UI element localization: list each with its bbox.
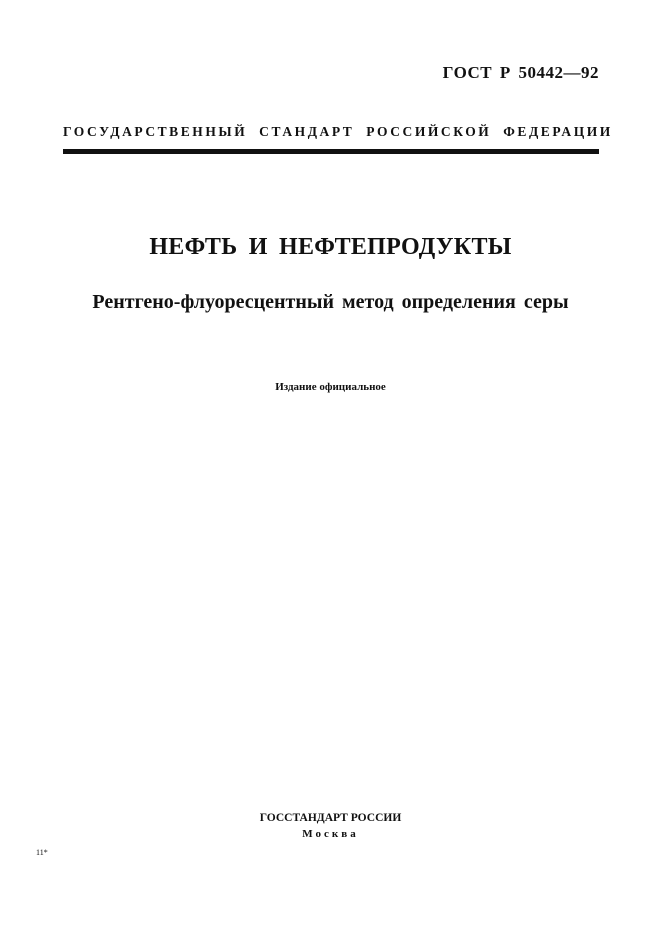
page-subtitle: Рентгено-флуоресцентный метод определения серы	[92, 291, 569, 313]
state-standard-banner: ГОСУДАРСТВЕННЫЙ СТАНДАРТ РОССИЙСКОЙ ФЕДЕРАЦИИ	[63, 124, 613, 139]
heading-rule	[63, 149, 599, 154]
edition-label: Издание официальное	[275, 381, 386, 393]
page-title: НЕФТЬ И НЕФТЕПРОДУКТЫ	[149, 234, 512, 260]
document-number: ГОСТ Р 50442—92	[442, 63, 599, 82]
publisher-name: ГОССТАНДАРТ РОССИИ	[259, 812, 402, 824]
publisher-city: Москва	[302, 828, 359, 840]
page-mark: 11*	[36, 848, 48, 857]
